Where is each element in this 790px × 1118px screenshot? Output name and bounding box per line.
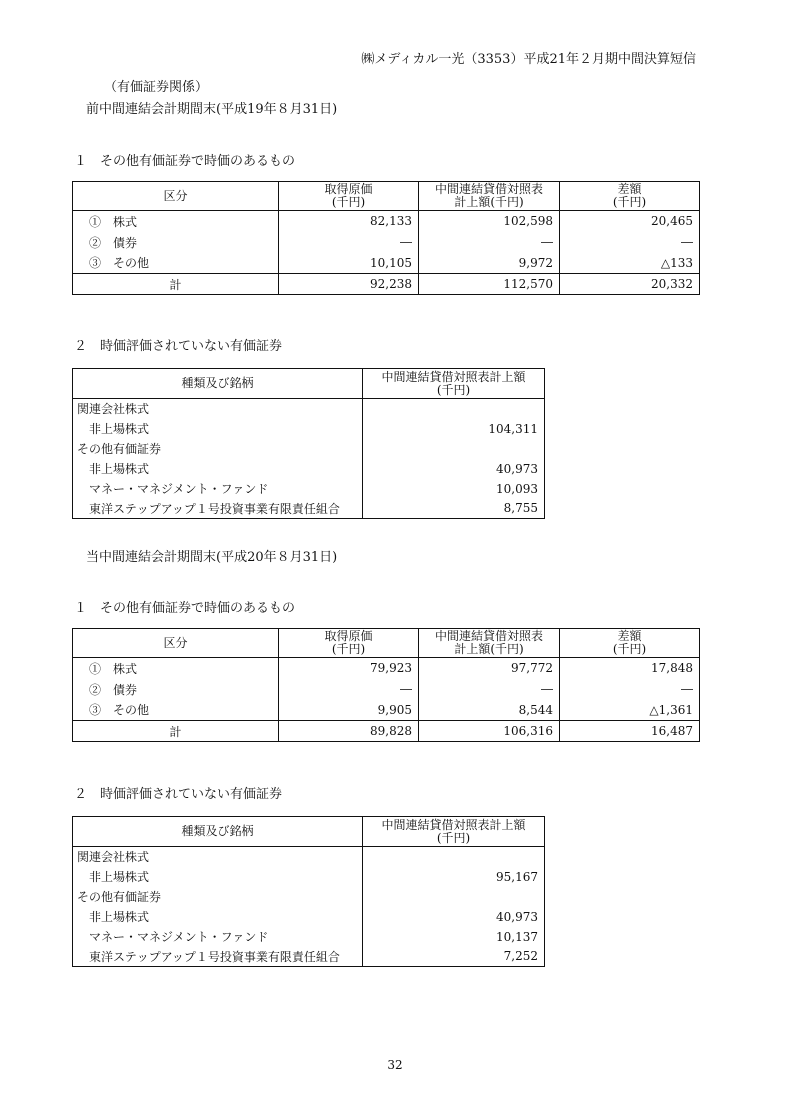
table-row: その他有価証券	[73, 439, 545, 459]
col-header-amount: 中間連結貸借対照表 計上額(千円)	[419, 629, 560, 658]
table1-heading-prior: １ その他有価証券で時価のあるもの	[74, 154, 296, 169]
table-row: ① 株式 82,133 102,598 20,465	[73, 211, 700, 232]
unlisted-securities-table-current	[72, 816, 545, 967]
table-row: その他有価証券	[73, 887, 545, 907]
period-label-prior: 前中間連結会計期間末(平成19年８月31日)	[86, 102, 338, 117]
page-number: 32	[387, 1058, 403, 1072]
col-header-amount: 中間連結貸借対照表 計上額(千円)	[419, 182, 560, 211]
securities-market-value-table-prior	[72, 181, 700, 295]
col-header-diff: 差額 (千円)	[560, 182, 700, 211]
table-row: 東洋ステップアップ１号投資事業有限責任組合 7,252	[73, 947, 545, 967]
col-header-category: 区分	[73, 182, 279, 211]
section-title: （有価証券関係）	[104, 80, 209, 95]
table-row: ③ その他 10,105 9,972 △133	[73, 253, 700, 274]
unlisted-securities-table-prior	[72, 368, 545, 519]
table-row: 非上場株式 40,973	[73, 907, 545, 927]
col-header-category: 区分	[73, 629, 279, 658]
total-row: 計 89,828 106,316 16,487	[73, 721, 700, 742]
col-header-cost: 取得原価 (千円)	[279, 182, 419, 211]
table-row: 非上場株式 40,973	[73, 459, 545, 479]
col-header-diff: 差額 (千円)	[560, 629, 700, 658]
table-row: マネー・マネジメント・ファンド 10,093	[73, 479, 545, 499]
col-header-book-value: 中間連結貸借対照表計上額 (千円)	[363, 369, 545, 399]
table-row: ③ その他 9,905 8,544 △1,361	[73, 700, 700, 721]
page-header: ㈱メディカル一光（3353）平成21年２月期中間決算短信	[361, 52, 696, 67]
table-row: ② 債券 ― ― ―	[73, 232, 700, 253]
table2-heading-current: ２ 時価評価されていない有価証券	[74, 787, 283, 802]
table-row: 非上場株式 95,167	[73, 867, 545, 887]
col-header-type: 種類及び銘柄	[73, 817, 363, 847]
table-row: ② 債券 ― ― ―	[73, 679, 700, 700]
table1-heading-current: １ その他有価証券で時価のあるもの	[74, 601, 296, 616]
table2-heading-prior: ２ 時価評価されていない有価証券	[74, 339, 283, 354]
table-row: 関連会社株式	[73, 847, 545, 867]
securities-market-value-table-current	[72, 628, 700, 742]
table-row: ① 株式 79,923 97,772 17,848	[73, 658, 700, 679]
period-label-current: 当中間連結会計期間末(平成20年８月31日)	[86, 550, 338, 565]
col-header-book-value: 中間連結貸借対照表計上額 (千円)	[363, 817, 545, 847]
total-row: 計 92,238 112,570 20,332	[73, 274, 700, 295]
table-row: 関連会社株式	[73, 399, 545, 419]
col-header-type: 種類及び銘柄	[73, 369, 363, 399]
col-header-cost: 取得原価 (千円)	[279, 629, 419, 658]
table-row: マネー・マネジメント・ファンド 10,137	[73, 927, 545, 947]
table-row: 東洋ステップアップ１号投資事業有限責任組合 8,755	[73, 499, 545, 519]
table-row: 非上場株式 104,311	[73, 419, 545, 439]
